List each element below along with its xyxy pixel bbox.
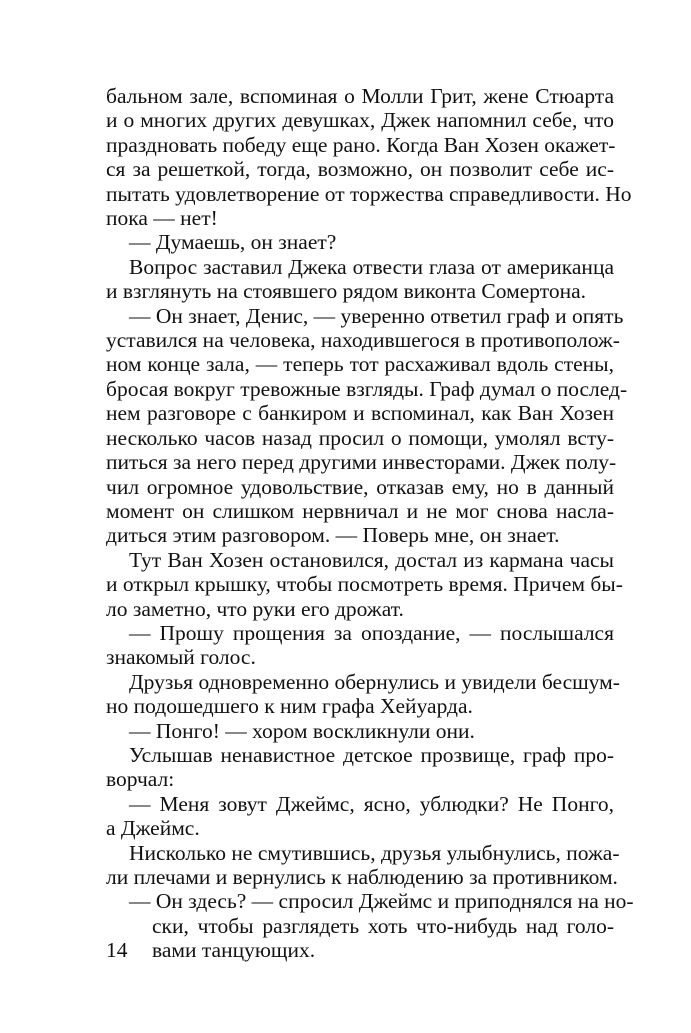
text-line: — Он знает, Денис, — уверенно ответил граф и опять	[129, 303, 624, 328]
text-line: вами танцующих.	[152, 938, 316, 963]
text-line: а Джеймс.	[106, 816, 200, 841]
text-line: ся за решеткой, тогда, возможно, он позволит себе ис-	[106, 157, 614, 182]
paragraph	[106, 547, 623, 621]
page-number: 14	[106, 938, 128, 963]
text-line: бальном зале, вспоминая о Молли Грит, жене Стюарта	[106, 84, 614, 108]
paragraph	[106, 743, 614, 792]
paragraph	[106, 230, 614, 254]
paragraph	[106, 889, 634, 938]
paragraph	[106, 303, 628, 548]
paragraph	[106, 792, 614, 841]
paragraph	[106, 719, 614, 743]
paragraph	[106, 84, 632, 231]
text-line: диться этим разговором. — Поверь мне, он знает.	[106, 523, 560, 548]
text-line: Друзья одновременно обернулись и увидели бесшум-	[129, 669, 620, 694]
page-footer	[106, 938, 614, 962]
text-line: ски, чтобы разглядеть хоть что-нибудь над голо-	[152, 913, 614, 938]
text-line: — Понго! — хором воскликнули они.	[129, 718, 475, 743]
text-line: питься за него перед другими инвесторами. Джек полу-	[106, 450, 617, 475]
text-line: и открыл крышку, чтобы посмотреть время. Причем бы-	[106, 572, 623, 597]
text-line: праздновать победу еще рано. Когда Ван Хозен окажет-	[106, 132, 616, 157]
text-line: момент он слишком нервничал и не мог снова наслa-	[106, 498, 614, 523]
text-line: Тут Ван Хозен остановился, достал из кармана часы	[129, 547, 614, 572]
text-line: — Меня зовут Джеймс, ясно, ублюдки? Не Понго,	[129, 791, 614, 816]
paragraph	[106, 669, 620, 719]
text-line: ло заметно, что руки его дрожат.	[106, 596, 404, 621]
text-line: знакомый голос.	[106, 645, 256, 670]
book-page	[106, 84, 634, 963]
text-line: уставился на человека, находившегося в противополож-	[106, 328, 620, 353]
text-line: пытать удовлетворение от торжества справедливости. Но	[106, 181, 632, 206]
text-line: и взглянуть на стоявшего рядом виконта Сомертона.	[106, 279, 586, 304]
text-line: и о многих других девушках, Джек напомнил себе, что	[106, 108, 614, 133]
paragraph	[106, 621, 614, 670]
text-line: Нисколько не смутившись, друзья улыбнулись, пожа-	[129, 840, 620, 865]
text-line: — Он здесь? — спросил Джеймс и приподнялся на но-	[129, 889, 634, 914]
text-line: ли плечами и вернулись к наблюдению за противником.	[106, 865, 618, 889]
text-line: но подошедшего к ним графа Хейуарда.	[106, 694, 473, 719]
paragraph	[106, 840, 620, 890]
text-line: несколько часов назад просил о помощи, умолял всту-	[106, 425, 614, 450]
text-line: — Думаешь, он знает?	[129, 230, 337, 255]
text-line: Услышав ненавистное детское прозвище, граф про-	[129, 742, 614, 767]
text-line: чил огромное удовольствие, отказав ему, но в данный	[106, 474, 614, 499]
paragraph	[106, 255, 614, 304]
text-line: пока — нет!	[106, 206, 218, 231]
text-line: ном конце зала, — теперь тот расхаживал вдоль стены,	[106, 352, 614, 377]
text-line: ворчал:	[106, 767, 175, 792]
text-line: нем разговоре с банкиром и вспоминал, как Ван Хозен	[106, 401, 614, 426]
text-line: Вопрос заставил Джека отвести глаза от американца	[129, 254, 614, 279]
text-line: бросая вокруг тревожные взгляды. Граф думал о послед-	[106, 376, 628, 401]
text-line: — Прошу прощения за опоздание, — послышался	[129, 620, 614, 645]
